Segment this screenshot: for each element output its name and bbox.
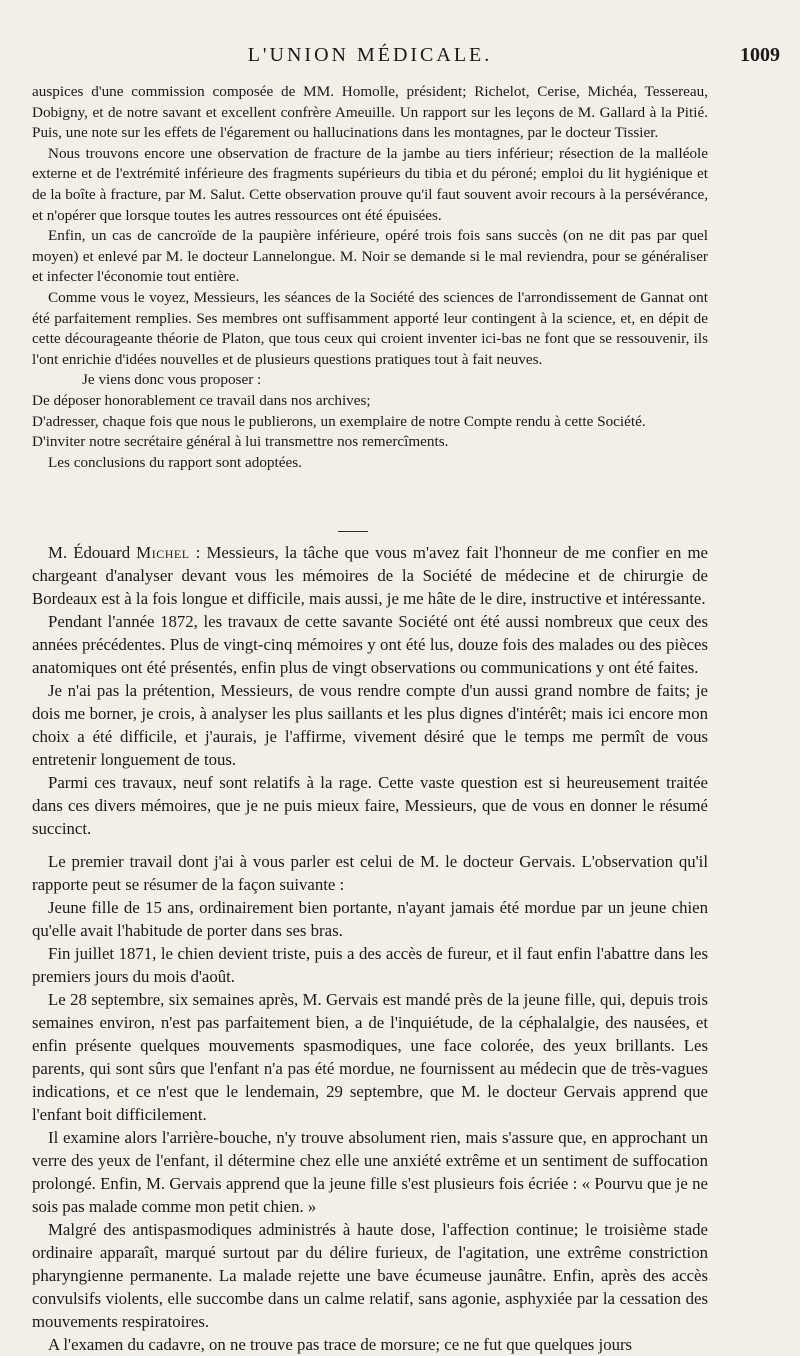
michel-section [32, 541, 708, 1356]
speaker-text: : Messieurs, la tâche que vous m'avez fait l'honneur de me confier en me chargeant d'analyser devant vous les mémoires de la Société de médecine et de chirurgie de Bordeaux est à la fois longue et difficile, mais aussi, je me hâte de le dire, instructive et intéressante. [32, 543, 708, 608]
page-header [32, 44, 780, 74]
paragraph: Fin juillet 1871, le chien devient triste, puis a des accès de fureur, et il faut enfin l'abattre dans les premiers jours du mois d'août. [32, 944, 708, 986]
paragraph: Malgré des antispasmodiques administrés à haute dose, l'affection continue; le troisième stade ordinaire apparaît, marqué surtout par du délire furieux, de l'agitation, une extrême constriction pharyngienne permanente. La malade rejette une bave écumeuse jaunâtre. Enfin, après des accès convulsifs violents, elle succombe dans un calme relatif, sans agonie, asphyxiée par la cessation des mouvements respiratoires. [32, 1220, 708, 1331]
paragraph: Parmi ces travaux, neuf sont relatifs à la rage. Cette vaste question est si heureusement traitée dans ces divers mémoires, que je ne puis mieux faire, Messieurs, que de vous en donner le résumé succinct. [32, 773, 708, 838]
paragraph: Nous trouvons encore une observation de fracture de la jambe au tiers inférieur; résection de la malléole externe et de l'extrémité inférieure des fragments supérieurs du tibia et du péroné; emploi du lit hygiénique et de la boîte à fracture, par M. Salut. Cette observation prouve qu'il faut souvent avoir recours à la persévérance, et n'opérer que lorsque toutes les autres ressources ont été épuisées. [32, 144, 708, 224]
paragraph: Pendant l'année 1872, les travaux de cette savante Société ont été aussi nombreux que ceux des années précédentes. Plus de vingt-cinq mémoires y ont été lus, douze fois des malades ou des pièces anatomiques ont été présentés, enfin plus de vingt observations ou communications y ont été faites. [32, 612, 708, 677]
report-section [32, 82, 708, 473]
paragraph: A l'examen du cadavre, on ne trouve pas trace de morsure; ce ne fut que quelques jours [48, 1335, 633, 1354]
page-number: 1009 [740, 44, 780, 66]
paragraph: Enfin, un cas de cancroïde de la paupière inférieure, opéré trois fois sans succès (on ne dit pas par quel moyen) et enlevé par M. le docteur Lannelongue. M. Noir se demande si le mal reviendra, pour se généraliser et infecter l'économie tout entière. [32, 227, 708, 286]
paragraph: Jeune fille de 15 ans, ordinairement bien portante, n'ayant jamais été mordue par un jeune chien qu'elle avait l'habitude de porter dans ses bras. [32, 898, 708, 940]
section-divider [338, 531, 368, 532]
conclusion: Les conclusions du rapport sont adoptées. [48, 453, 302, 471]
speaker-paragraph [32, 541, 708, 610]
paragraph: Il examine alors l'arrière-bouche, n'y trouve absolument rien, mais s'assure que, en approchant un verre des yeux de l'enfant, il détermine chez elle une anxiété extrême et un sentiment de suffocation prolongé. Enfin, M. Gervais apprend que la jeune fille s'est plusieurs fois écriée : « Pourvu que je ne sois pas malade comme mon petit chien. » [32, 1128, 708, 1216]
paragraph: Le premier travail dont j'ai à vous parler est celui de M. le docteur Gervais. L'observation qu'il rapporte peut se résumer de la façon suivante : [32, 852, 708, 894]
proposal-item: D'inviter notre secrétaire général à lui transmettre nos remercîments. [32, 433, 449, 451]
speaker-prefix: M. Édouard [48, 543, 131, 562]
proposal-item: D'adresser, chaque fois que nous le publierons, un exemplaire de notre Compte rendu à cette Société. [32, 412, 646, 430]
proposal-item: De déposer honorablement ce travail dans nos archives; [32, 391, 371, 409]
paragraph: Je n'ai pas la prétention, Messieurs, de vous rendre compte d'un aussi grand nombre de faits; je dois me borner, je crois, à analyser les plus saillants et les plus dignes d'intérêt; mais ici encore mon choix a été difficile, et j'aurais, je l'affirme, vivement désiré que le temps me permît de vous entretenir longuement de tous. [32, 681, 708, 769]
paragraph: Comme vous le voyez, Messieurs, les séances de la Société des sciences de l'arrondissement de Gannat ont été parfaitement remplies. Ses membres ont suffisamment apporté leur contingent à la science, et, en dépit de cette décourageante théorie de Platon, que tous ceux qui croient inventer ici-bas ne font que se ressouvenir, ils l'ont enrichie d'idées nouvelles et de plusieurs questions pratiques tout à fait neuves. [32, 288, 708, 368]
paragraph: Le 28 septembre, six semaines après, M. Gervais est mandé près de la jeune fille, qui, depuis trois semaines environ, n'est pas parfaitement bien, a de l'inquiétude, de la céphalalgie, des nausées, et enfin présente quelques mouvements spasmodiques, une face colorée, des yeux brillants. Les parents, qui sont sûrs que l'enfant n'a pas été mordue, ne fournissent au médecin que de très-vagues indications, et ce n'est que le lendemain, 29 septembre, que M. le docteur Gervais apprend que l'enfant boit difficilement. [32, 990, 708, 1124]
paragraph: auspices d'une commission composée de MM. Homolle, président; Richelot, Cerise, Michéa, Tessereau, Dobigny, et de notre savant et excellent confrère Ameuille. Un rapport sur les leçons de M. Gallard à la Pitié. Puis, une note sur les effets de l'égarement ou hallucinations dans les montagnes, par le docteur Tissier. [32, 83, 708, 142]
paragraph-gap [32, 840, 708, 850]
journal-title: L'UNION MÉDICALE. [247, 44, 493, 66]
speaker-name: Michel [136, 543, 190, 562]
propose-intro: Je viens donc vous proposer : [82, 371, 262, 389]
